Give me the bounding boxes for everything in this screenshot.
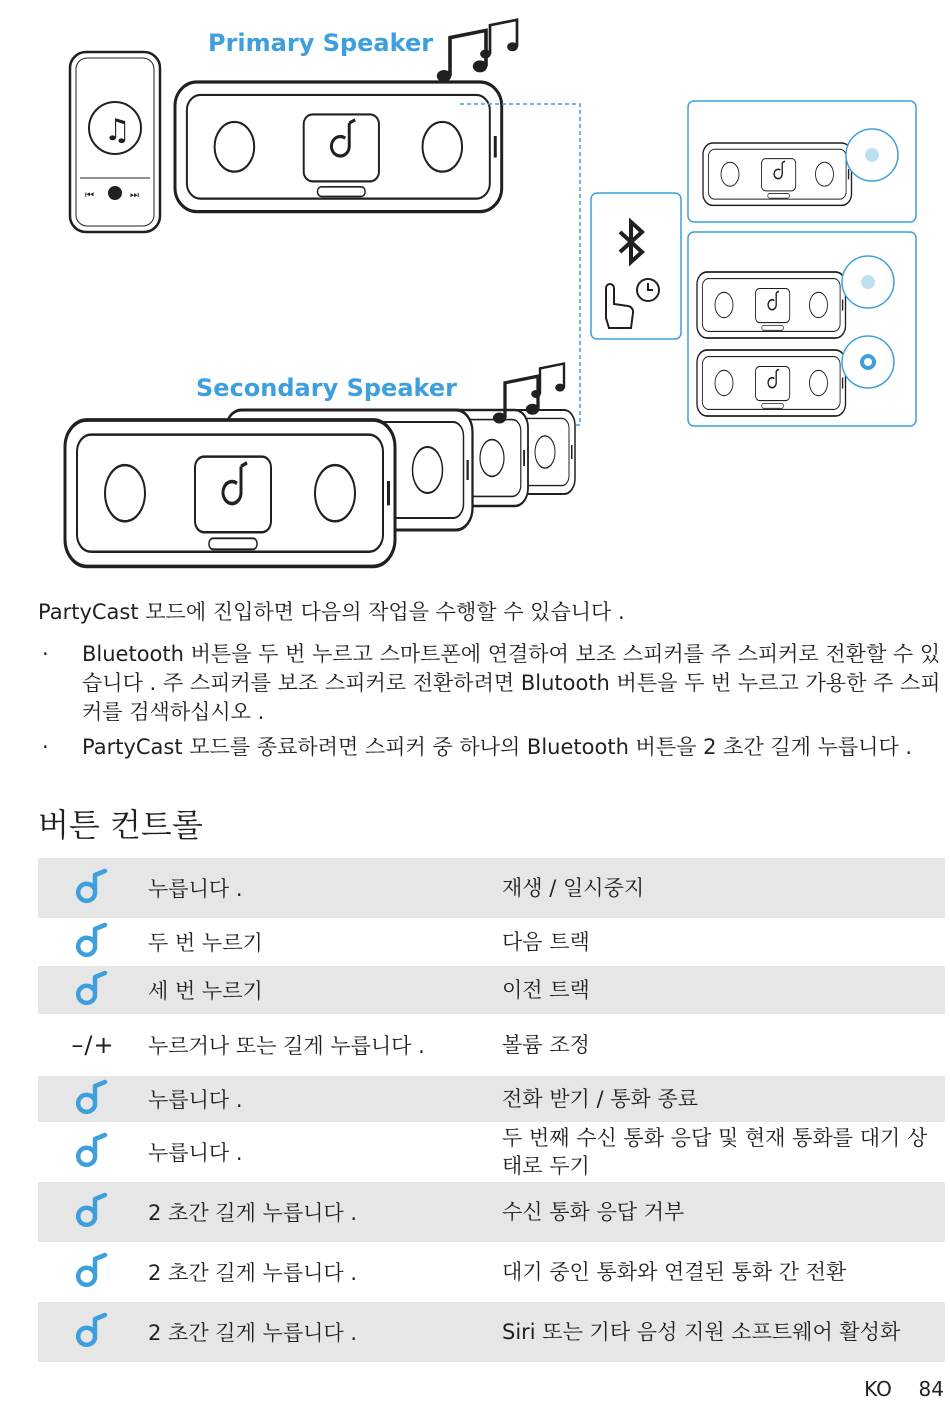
control-icon-cell xyxy=(38,858,148,918)
bullet-text: PartyCast 모드를 종료하려면 스피커 중 하나의 Bluetooth 버튼을 2 초간 길게 누릅니다 . xyxy=(82,735,913,759)
bullet-dot: · xyxy=(42,642,49,666)
secondary-speaker-label: Secondary Speaker xyxy=(196,374,457,402)
table-row xyxy=(38,1242,945,1302)
control-icon-cell xyxy=(38,1182,148,1242)
control-action: 두 번 누르기 xyxy=(148,931,263,955)
soundcore-logo-icon xyxy=(73,1310,113,1350)
control-icon-cell xyxy=(38,1242,148,1302)
bullet-item xyxy=(38,640,943,730)
control-function: 두 번째 수신 통화 응답 및 현재 통화를 대기 상태로 두기 xyxy=(502,1126,928,1178)
table-row xyxy=(38,1076,945,1122)
bullet-text: Bluetooth 버튼을 두 번 누르고 스마트폰에 연결하여 보조 스피커를 주 스피커로 전환할 수 있습니다 . 주 스피커를 보조 스피커로 전환하려면 Blutooth 버튼을 두 번 누르고 가용한 주 스피커를 검색하십시오 . xyxy=(82,642,941,724)
svg-text:⏭: ⏭ xyxy=(130,190,139,201)
control-function: 볼륨 조정 xyxy=(502,1033,590,1057)
soundcore-logo-icon xyxy=(73,1190,113,1230)
control-function: 수신 통화 응답 거부 xyxy=(502,1182,945,1242)
page-footer xyxy=(864,1377,944,1401)
control-icon-cell xyxy=(38,1076,148,1122)
control-action: 2 초간 길게 누릅니다 . xyxy=(148,1261,358,1285)
section-title: 버튼 컨트롤 xyxy=(38,806,203,844)
control-function: 이전 트랙 xyxy=(502,966,945,1014)
table-row xyxy=(38,918,945,966)
soundcore-logo-icon xyxy=(73,1077,113,1117)
control-action: 누르거나 또는 길게 누릅니다 . xyxy=(148,1034,425,1058)
control-function: 전화 받기 / 통화 종료 xyxy=(502,1076,945,1122)
soundcore-logo-icon xyxy=(73,1130,113,1170)
partycast-illustration xyxy=(0,0,950,580)
bluetooth-hold-instruction xyxy=(591,193,681,339)
control-action: 2 초간 길게 누릅니다 . xyxy=(148,1182,502,1242)
page-number: 84 xyxy=(918,1377,944,1401)
control-action: 누릅니다 . xyxy=(148,1076,502,1122)
control-icon-cell xyxy=(38,1302,148,1362)
control-icon-cell xyxy=(38,918,148,966)
language-code: KO xyxy=(864,1377,892,1401)
control-action: 누릅니다 . xyxy=(148,858,502,918)
control-function: 재생 / 일시중지 xyxy=(502,858,945,918)
bullet-dot: · xyxy=(42,735,49,759)
table-row xyxy=(38,1122,945,1182)
soundcore-logo-icon xyxy=(73,866,113,906)
soundcore-logo-icon xyxy=(73,1250,113,1290)
soundcore-logo-icon xyxy=(73,968,113,1008)
control-function: Siri 또는 기타 음성 지원 소프트웨어 활성화 xyxy=(502,1302,945,1362)
led-state-panel-1 xyxy=(688,101,916,222)
control-icon-cell xyxy=(38,1014,148,1076)
control-action: 2 초간 길게 누릅니다 . xyxy=(148,1302,502,1362)
button-control-table xyxy=(38,858,945,1362)
svg-text:♫: ♫ xyxy=(104,113,131,148)
table-row xyxy=(38,966,945,1014)
smartphone-illustration xyxy=(70,52,160,232)
soundcore-logo-icon xyxy=(73,920,113,960)
svg-text:⏮: ⏮ xyxy=(85,190,94,201)
intro-text: PartyCast 모드에 진입하면 다음의 작업을 수행할 수 있습니다 . xyxy=(38,600,625,624)
control-function: 대기 중인 통화와 연결된 통화 간 전환 xyxy=(502,1260,847,1284)
control-action: 세 번 누르기 xyxy=(148,966,502,1014)
table-row xyxy=(38,1182,945,1242)
control-icon-cell xyxy=(38,1122,148,1182)
control-icon-cell xyxy=(38,966,148,1014)
primary-speaker-label: Primary Speaker xyxy=(208,29,434,57)
table-row xyxy=(38,858,945,918)
table-row xyxy=(38,1302,945,1362)
control-function: 다음 트랙 xyxy=(502,930,590,954)
table-row xyxy=(38,1014,945,1076)
bullet-item xyxy=(38,733,943,763)
control-action: 누릅니다 . xyxy=(148,1141,243,1165)
led-state-panel-2 xyxy=(688,232,916,426)
volume-icon: –/+ xyxy=(71,1031,115,1059)
